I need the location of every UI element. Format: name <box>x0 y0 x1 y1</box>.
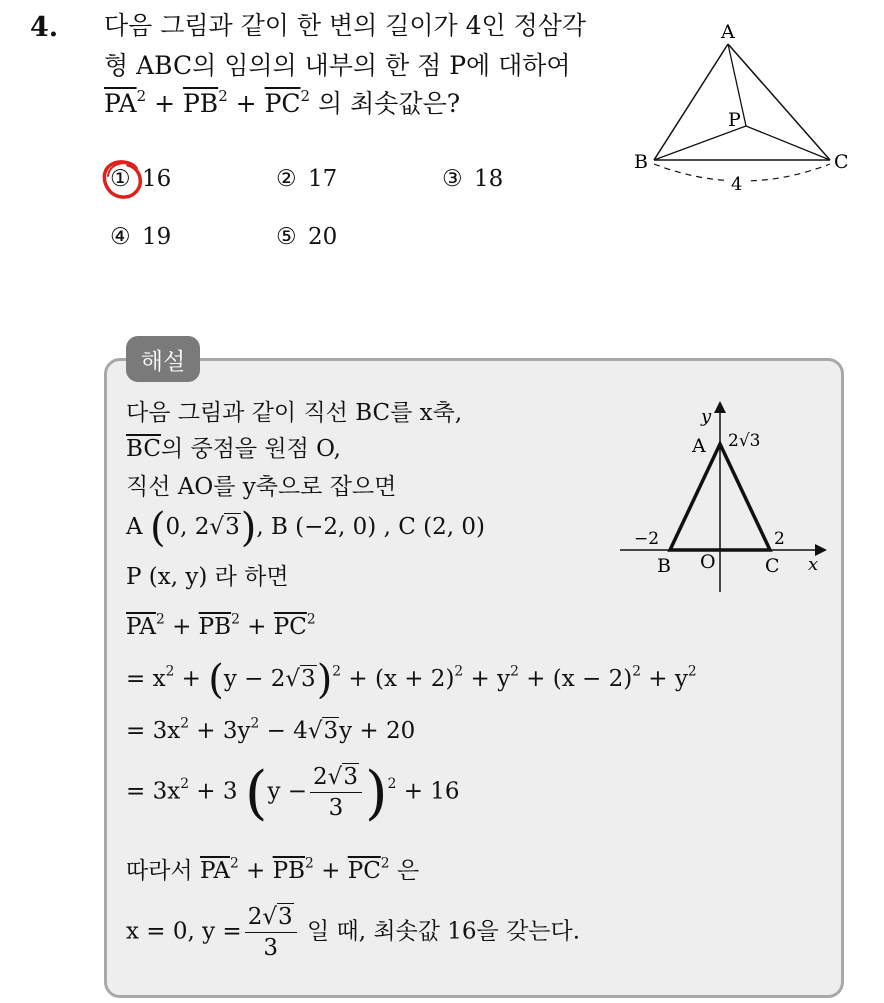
segment-pa: $\overline{PA}$ <box>104 89 137 118</box>
solution-line-3: 직선 AO를 y축으로 잡으면 <box>126 474 397 500</box>
solution-line-2: $\overline{BC}$의 중점을 원점 O, <box>126 436 341 462</box>
answer-mark-circle-icon <box>100 156 146 202</box>
solution-line-11: x = 0, y = $\frac{2√3}{3}$ 일 때, 최솟값 16을 갖는다. <box>126 904 581 961</box>
question-line-3: $\overline{PA}^2 + \overline{PB}^2 + \overline{PC}^2$ 의 최솟값은? <box>104 86 461 118</box>
solution-line-10: 따라서 $\overline{PA}^2 + \overline{PB}^2 + \overline{PC}^2$ 은 <box>126 855 420 884</box>
point-c-label: C <box>765 555 780 577</box>
solution-line-7: = $x^2 + (y - 2√3)^2 + (x + 2)^2 + y^2 + (x - 2)^2 + y^2$ <box>126 657 697 703</box>
point-b-label: B <box>657 555 671 577</box>
choice-4[interactable]: ④ 19 <box>110 224 172 250</box>
solution-line-8: = $3x^2 + 3y^2 - 4√3y + 20$ <box>126 715 416 744</box>
triangle-figure <box>624 18 864 198</box>
solution-line-4: A (0, 2√3), B (−2, 0) , C (2, 0) <box>126 505 485 551</box>
choice-3[interactable]: ③ 18 <box>442 166 504 192</box>
point-a-label: A <box>692 435 706 457</box>
x-axis-label: x <box>808 554 819 575</box>
side-length-label: 4 <box>731 174 743 195</box>
edge-ac <box>728 44 830 160</box>
segment-pb: $\overline{PB}$ <box>182 89 219 118</box>
neg-two-tick: −2 <box>634 529 660 549</box>
segment-pb-line <box>654 126 746 160</box>
choice-5[interactable]: ⑤ 20 <box>276 224 338 250</box>
point-p-label: P <box>728 109 741 131</box>
two-tick: 2 <box>774 529 785 549</box>
y-axis-label: y <box>701 406 712 427</box>
solution-line-9: = $3x^2 + 3$ (y − $\frac{2√3}{3}$ )$^2$ + 16 <box>126 758 460 827</box>
solution-line-6: $\overline{PA}^2 + \overline{PB}^2 + \overline{PC}^2$ <box>126 611 316 640</box>
vertex-c-label: C <box>834 151 849 173</box>
question-number: 4. <box>30 12 59 43</box>
vertex-b-label: B <box>634 151 648 173</box>
coordinate-graph <box>612 398 842 598</box>
question-line-1: 다음 그림과 같이 한 변의 길이가 4인 정삼각 <box>104 11 587 40</box>
solution-line-1: 다음 그림과 같이 직선 BC를 x축, <box>126 400 463 426</box>
origin-label: O <box>700 551 716 573</box>
segment-pc-line <box>746 126 830 160</box>
solution-line-5: P (x, y) 라 하면 <box>126 564 289 590</box>
solution-tab: 해설 <box>126 336 200 382</box>
question-line-2: 형 ABC의 임의의 내부의 한 점 P에 대하여 <box>104 51 571 80</box>
fraction-2r3-over-3: $\frac{2√3}{3}$ <box>310 762 362 823</box>
choice-1[interactable]: ① 16 <box>110 166 172 192</box>
vertex-a-label: A <box>721 21 735 43</box>
edge-ab <box>654 44 728 160</box>
segment-pc: $\overline{PC}$ <box>264 89 301 118</box>
a-y-value: 2√3 <box>728 431 761 451</box>
choice-2[interactable]: ② 17 <box>276 166 338 192</box>
